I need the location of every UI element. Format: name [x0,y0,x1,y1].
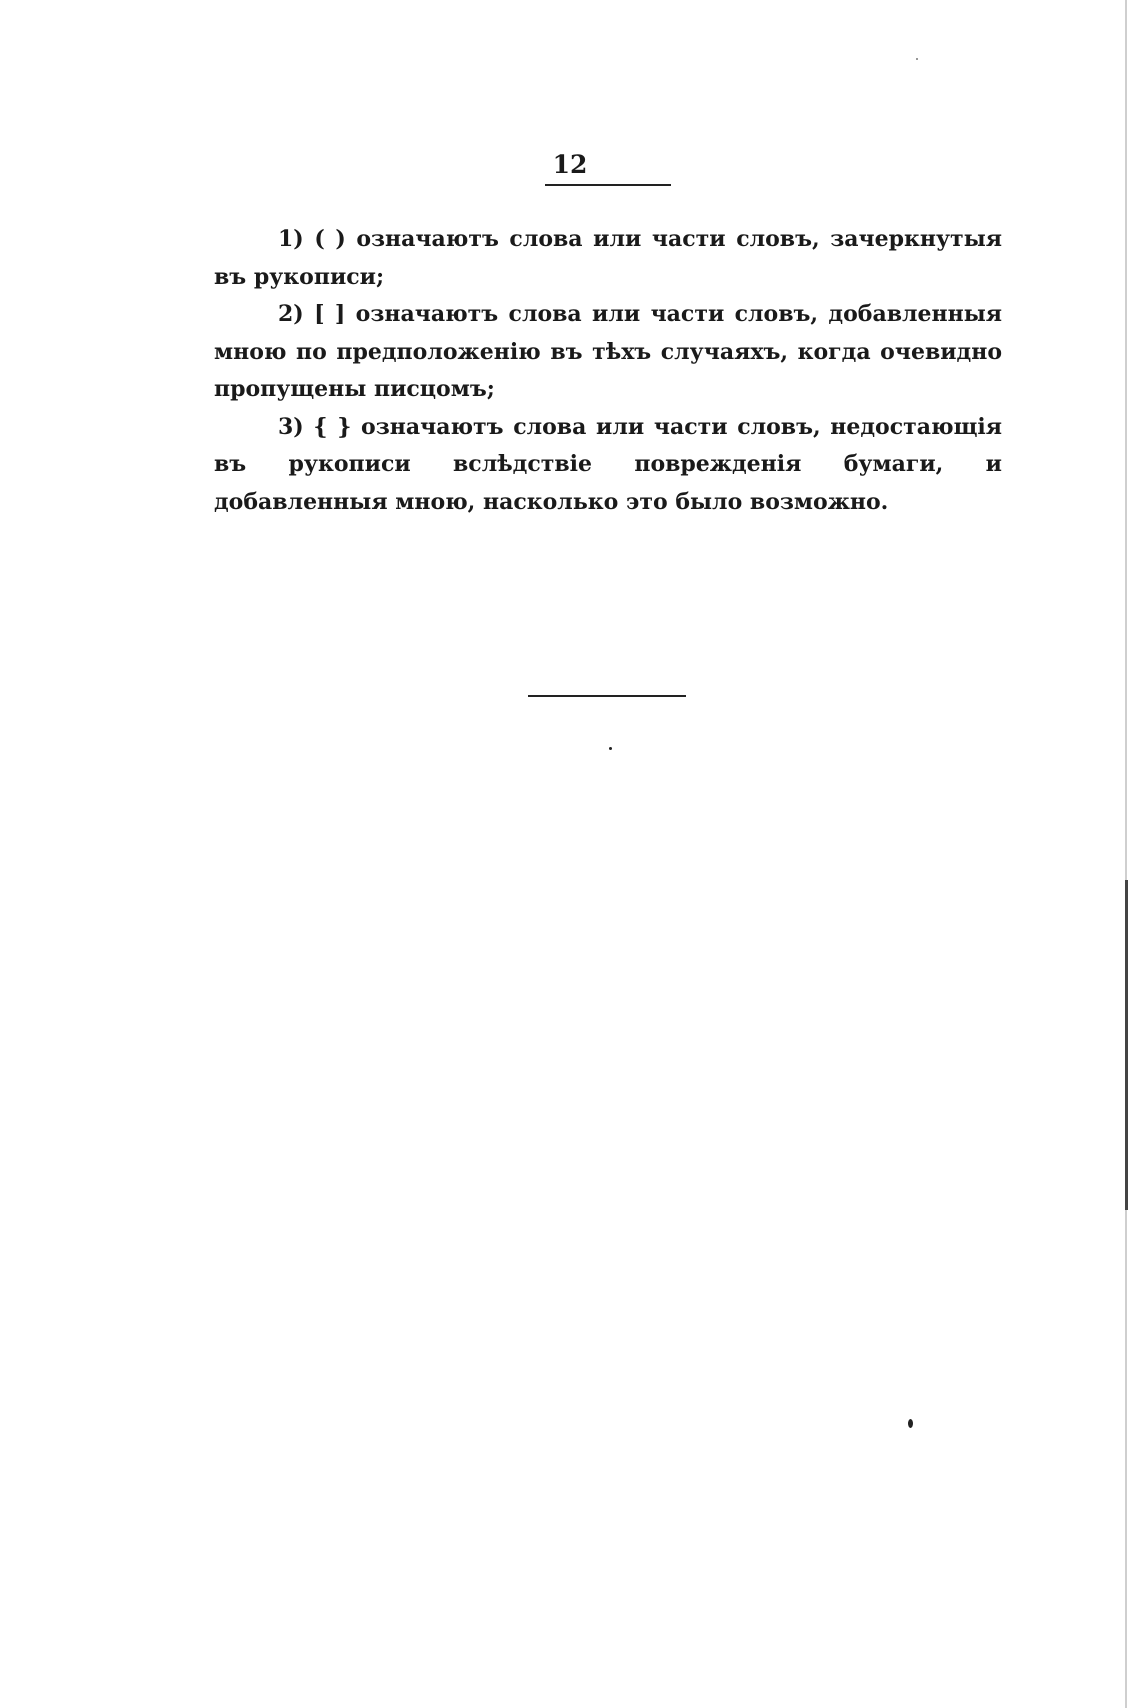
paragraph-2: 2) [ ] означаютъ слова или части словъ, добавленныя мною по предположенію въ тѣхъ случаяхъ, когда очевидно пропущены писцомъ; [214,301,1002,402]
paragraph-1: 1) ( ) означаютъ слова или части словъ, зачеркнутыя въ рукописи; [214,226,1002,290]
header-rule [545,184,671,186]
ink-speck [609,747,612,750]
page-edge [1125,0,1127,1708]
body-text [214,221,1002,521]
ink-speck [916,58,918,60]
paragraph-3: 3) { } означаютъ слова или части словъ, недостающія въ рукописи вслѣдствіе поврежденія бумаги, и добавленныя мною, насколько это было возможно. [214,413,1002,515]
page-edge-shadow [1125,880,1128,1210]
ink-speck [908,1419,913,1428]
page-number: 12 [552,150,588,179]
section-end-rule [528,695,686,697]
